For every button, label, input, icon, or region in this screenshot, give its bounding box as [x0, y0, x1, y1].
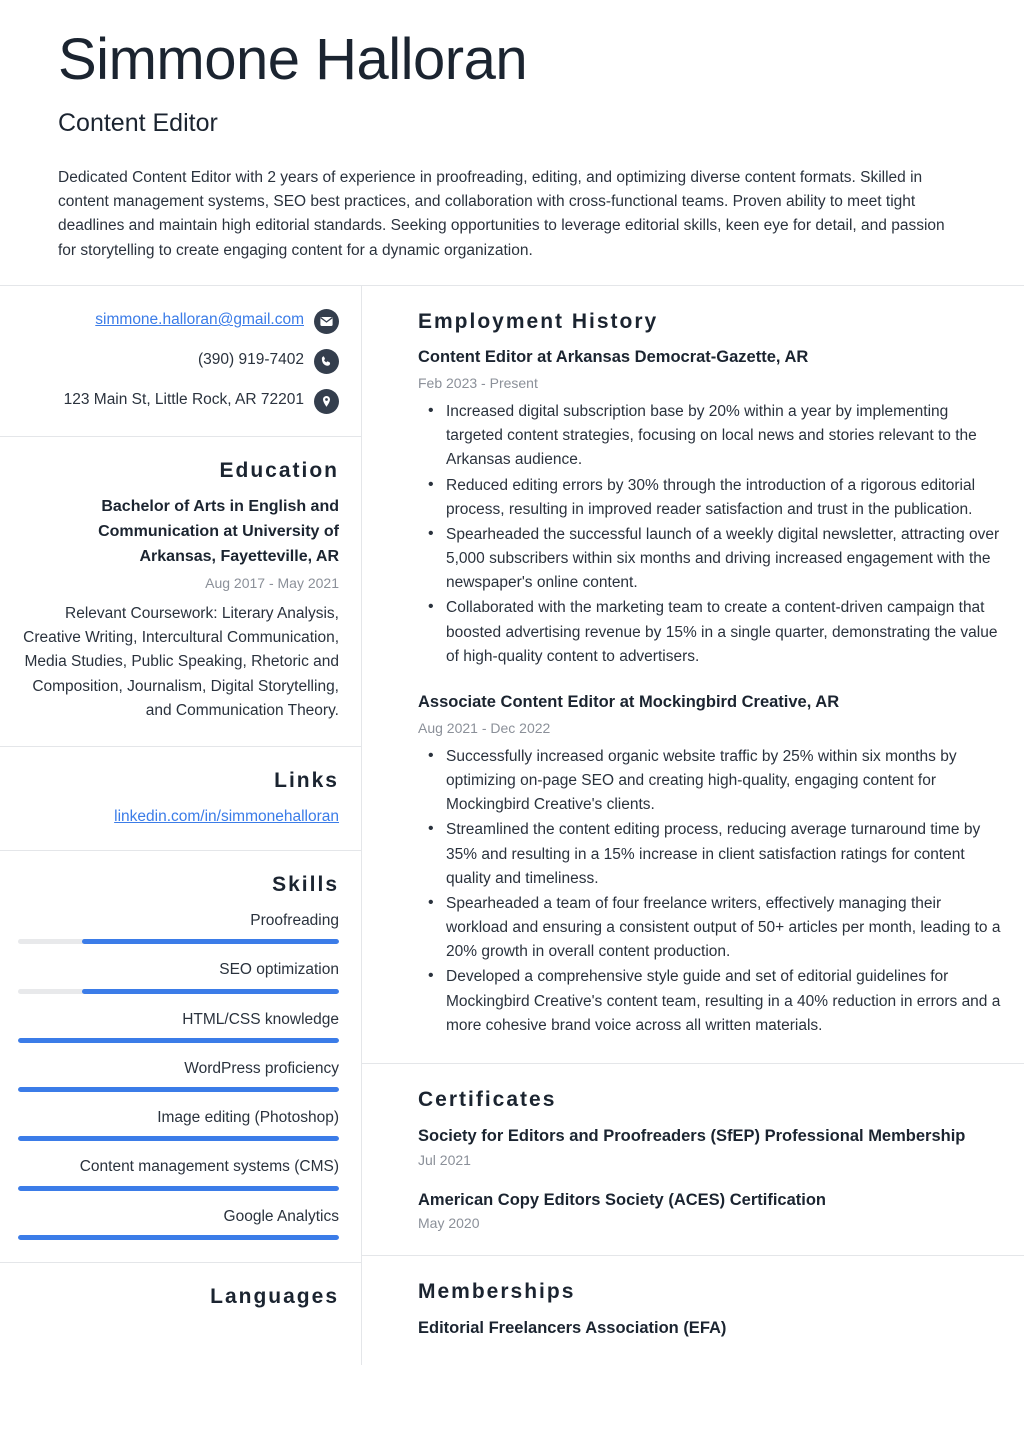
- address-value: 123 Main St, Little Rock, AR 72201: [63, 391, 304, 409]
- skill-level-fill: [18, 1087, 339, 1092]
- skill-level-bar: [18, 1038, 339, 1043]
- employment-entry-title: Content Editor at Arkansas Democrat-Gazette, AR: [418, 348, 809, 367]
- contact-item-email[interactable]: [18, 308, 339, 334]
- contact-section: [0, 286, 361, 437]
- education-entry-description: Relevant Coursework: Literary Analysis, Creative Writing, Intercultural Communication, Media Studies, Public Speaking, Rhetoric and Composition, Journalism, Digital Storytelling, and Communication Theory.: [23, 604, 339, 720]
- certificate-title: Society for Editors and Proofreaders (SfEP) Professional Membership: [418, 1126, 966, 1145]
- memberships-heading: Memberships: [418, 1280, 576, 1304]
- membership-title: Editorial Freelancers Association (EFA): [418, 1319, 727, 1338]
- skills-section: [0, 851, 361, 1263]
- skills-list: [18, 909, 339, 1240]
- skill-level-fill: [18, 1186, 339, 1191]
- skill-level-bar: [18, 1136, 339, 1141]
- employment-entry: [418, 691, 1002, 1038]
- skill-item: [18, 1155, 339, 1190]
- main-column: [362, 286, 1024, 1365]
- employment-entry-date: Aug 2021 - Dec 2022: [418, 719, 551, 736]
- skill-item: [18, 958, 339, 993]
- employment-bullet: • Spearheaded the successful launch of a weekly digital newsletter, attracting over 5,000 subscribers within six months and driving increased engagement with the newspaper's online content.: [418, 523, 1002, 596]
- employment-bullet-list: [418, 400, 1002, 669]
- employment-bullet: • Successfully increased organic website traffic by 25% within six months by optimizing on-page SEO and creating high-quality, engaging content for Mockingbird Creative's clients.: [418, 745, 1002, 818]
- certificates-heading: Certificates: [418, 1087, 557, 1111]
- certificate-date: Jul 2021: [418, 1151, 471, 1168]
- skill-level-bar: [18, 1235, 339, 1240]
- employment-history-section: [362, 286, 1024, 1064]
- employment-entries: [418, 346, 1002, 1038]
- linkedin-link[interactable]: linkedin.com/in/simmonehalloran: [114, 807, 339, 825]
- skill-level-fill: [82, 939, 339, 944]
- employment-entry-date: Feb 2023 - Present: [418, 375, 538, 392]
- skill-item: [18, 1008, 339, 1043]
- memberships-section: [362, 1256, 1024, 1365]
- skill-level-fill: [18, 1235, 339, 1240]
- skill-level-fill: [82, 989, 339, 994]
- skill-label: Content management systems (CMS): [79, 1158, 339, 1176]
- skill-item: [18, 909, 339, 944]
- contact-item-phone: [18, 348, 339, 374]
- membership-entries: [418, 1316, 1002, 1341]
- skill-label: Google Analytics: [223, 1207, 339, 1225]
- skill-item: [18, 1205, 339, 1240]
- job-title: Content Editor: [58, 108, 218, 137]
- resume-header: [0, 0, 1024, 285]
- certificates-section: [362, 1064, 1024, 1257]
- skills-heading: Skills: [272, 873, 339, 897]
- languages-section: [0, 1263, 361, 1343]
- skill-level-fill: [18, 1136, 339, 1141]
- phone-icon: [314, 349, 339, 374]
- certificate-title: American Copy Editors Society (ACES) Certification: [418, 1190, 826, 1209]
- employment-bullet-list: [418, 745, 1002, 1038]
- languages-heading: Languages: [210, 1284, 339, 1308]
- professional-summary: Dedicated Content Editor with 2 years of experience in proofreading, editing, and optimizing diverse content formats. Skilled in content management systems, SEO best practices, and collaboration with cross-functional teams. Proven ability to meet tight deadlines and maintain high editorial standards. Seeking opportunities to leverage editorial skills, keen eye for detail, and passion for storytelling to create engaging content for a dynamic organization.: [58, 168, 945, 259]
- resume-body: [0, 286, 1024, 1365]
- links-section: [0, 747, 361, 851]
- contact-item-address: [18, 388, 339, 414]
- location-pin-icon: [314, 389, 339, 414]
- education-section: [0, 437, 361, 747]
- email-value[interactable]: simmone.halloran@gmail.com: [95, 311, 304, 329]
- certificate-entry: [418, 1188, 1002, 1232]
- employment-bullet: • Increased digital subscription base by 20% within a year by implementing targeted content strategies, focusing on local news and stories relevant to the Arkansas audience.: [418, 400, 1002, 473]
- skill-level-bar: [18, 989, 339, 994]
- certificate-entry: [418, 1124, 1002, 1168]
- education-entry-date: Aug 2017 - May 2021: [205, 574, 339, 591]
- education-entry: [18, 495, 339, 724]
- skill-label: WordPress proficiency: [184, 1059, 339, 1077]
- link-item[interactable]: [18, 805, 339, 828]
- skill-label: Image editing (Photoshop): [157, 1109, 339, 1127]
- skill-label: HTML/CSS knowledge: [182, 1010, 339, 1028]
- employment-entry: [418, 346, 1002, 669]
- education-heading: Education: [219, 459, 339, 483]
- employment-entry-title: Associate Content Editor at Mockingbird Creative, AR: [418, 692, 840, 711]
- employment-bullet: • Reduced editing errors by 30% through the introduction of a rigorous editorial process, resulting in improved reader satisfaction and trust in the publication.: [418, 474, 1002, 522]
- certificate-date: May 2020: [418, 1215, 480, 1232]
- employment-bullet: • Collaborated with the marketing team to create a content-driven campaign that boosted advertising revenue by 15% in a single quarter, demonstrating the value of high-quality content to advertisers.: [418, 596, 1002, 669]
- page-title: Simmone Halloran: [58, 27, 528, 92]
- employment-bullet: • Developed a comprehensive style guide and set of editorial guidelines for Mockingbird Creative's content team, resulting in a 40% reduction in errors and a more cohesive brand voice across all written materials.: [418, 965, 1002, 1038]
- envelope-icon: [314, 309, 339, 334]
- education-entry-title: Bachelor of Arts in English and Communication at University of Arkansas, Fayetteville, AR: [98, 498, 339, 565]
- skill-item: [18, 1106, 339, 1141]
- skill-level-bar: [18, 939, 339, 944]
- skill-item: [18, 1057, 339, 1092]
- employment-history-heading: Employment History: [418, 310, 659, 334]
- skill-level-fill: [18, 1038, 339, 1043]
- skill-label: Proofreading: [250, 912, 339, 930]
- skill-level-bar: [18, 1087, 339, 1092]
- employment-bullet: • Streamlined the content editing process, reducing average turnaround time by 35% and resulting in a 15% increase in client satisfaction ratings for content quality and timeliness.: [418, 818, 1002, 891]
- employment-bullet: • Spearheaded a team of four freelance writers, effectively managing their workload and ensuring a consistent output of 50+ articles per month, leading to a 20% growth in overall content production.: [418, 892, 1002, 965]
- phone-value: (390) 919-7402: [198, 351, 304, 369]
- skill-label: SEO optimization: [219, 961, 339, 979]
- certificate-entries: [418, 1124, 1002, 1232]
- sidebar-column: [0, 286, 362, 1365]
- skill-level-bar: [18, 1186, 339, 1191]
- links-heading: Links: [274, 768, 339, 792]
